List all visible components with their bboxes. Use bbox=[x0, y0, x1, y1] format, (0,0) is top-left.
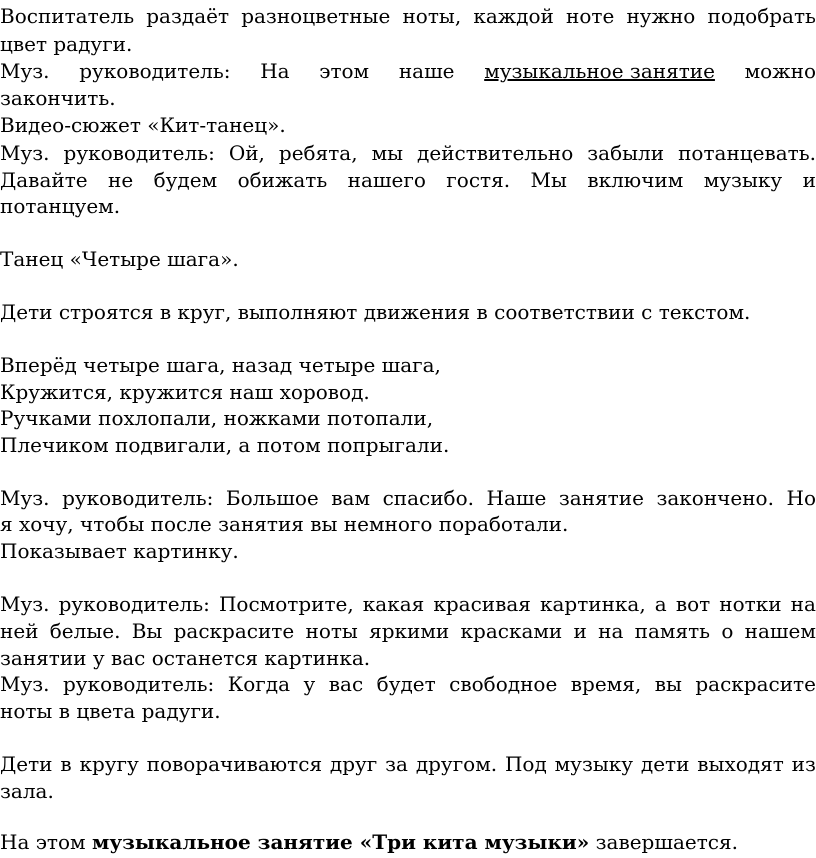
word: Муз. bbox=[0, 486, 50, 510]
word: в bbox=[60, 752, 72, 776]
paragraph-p10-line2: ноты в цвета радуги. bbox=[0, 699, 221, 723]
word: спасибо. bbox=[382, 486, 474, 510]
word: у bbox=[303, 672, 316, 696]
word: вас bbox=[328, 672, 364, 696]
poem-line-4: Плечиком подвигали, а потом попрыгали. bbox=[0, 433, 450, 457]
word: картинка, bbox=[539, 592, 646, 616]
word: поворачиваются bbox=[146, 752, 323, 776]
word: вы bbox=[654, 672, 682, 696]
word: руководитель: bbox=[63, 672, 215, 696]
paragraph-p3: Видео-сюжет «Кит-танец». bbox=[0, 113, 286, 137]
paragraph-p4-line1 bbox=[0, 139, 816, 167]
speaker-label: Муз. bbox=[0, 59, 50, 83]
paragraph-p2-line1 bbox=[0, 57, 816, 85]
paragraph-p9-line1 bbox=[0, 590, 816, 618]
word: разноцветные bbox=[241, 4, 391, 28]
word: гостя. bbox=[446, 168, 511, 192]
word: Но bbox=[786, 486, 816, 510]
word: о bbox=[721, 619, 734, 643]
word: Посмотрите, bbox=[218, 592, 354, 616]
word: красивая bbox=[433, 592, 531, 616]
paragraph-p11-line1 bbox=[0, 750, 816, 778]
word: На bbox=[260, 59, 290, 83]
word: каждой bbox=[473, 4, 554, 28]
word: ноте bbox=[566, 4, 615, 28]
word: Ой, bbox=[228, 141, 265, 165]
word: какая bbox=[362, 592, 425, 616]
word: забыли bbox=[587, 141, 665, 165]
word: вам bbox=[331, 486, 371, 510]
word: мы bbox=[371, 141, 404, 165]
word: этом bbox=[319, 59, 370, 83]
word: белые. bbox=[49, 619, 121, 643]
word: музыку bbox=[703, 168, 783, 192]
word: друг bbox=[329, 752, 378, 776]
word: вот bbox=[675, 592, 711, 616]
word: Муз. bbox=[0, 141, 50, 165]
word: за bbox=[385, 752, 408, 776]
word: дети bbox=[640, 752, 690, 776]
word: свободное bbox=[449, 672, 558, 696]
word: и bbox=[802, 168, 816, 192]
word: яркими bbox=[369, 619, 450, 643]
word: будем bbox=[153, 168, 218, 192]
word: раскрасите bbox=[173, 619, 295, 643]
paragraph-p11-line2: зала. bbox=[0, 779, 54, 803]
paragraph-p8: Показывает картинку. bbox=[0, 539, 239, 563]
word: Дети bbox=[0, 752, 53, 776]
word: включим bbox=[587, 168, 684, 192]
word: ней bbox=[0, 619, 39, 643]
poem-line-2: Кружится, кружится наш хоровод. bbox=[0, 380, 370, 404]
word: Воспитатель bbox=[0, 4, 135, 28]
word: другом. bbox=[415, 752, 498, 776]
word: обижать bbox=[237, 168, 328, 192]
paragraph-p7-line1 bbox=[0, 484, 816, 512]
paragraph-p5: Танец «Четыре шага». bbox=[0, 247, 239, 271]
poem-line-1: Вперёд четыре шага, назад четыре шага, bbox=[0, 353, 441, 377]
word: Давайте bbox=[0, 168, 88, 192]
word: на bbox=[598, 619, 624, 643]
paragraph-p1-line2: цвет радуги. bbox=[0, 32, 133, 56]
word: руководитель: bbox=[62, 486, 214, 510]
paragraph-p1-line1 bbox=[0, 2, 816, 30]
word: а bbox=[654, 592, 667, 616]
word: Муз. bbox=[0, 672, 50, 696]
word: ноты bbox=[305, 619, 358, 643]
word: ноты, bbox=[402, 4, 462, 28]
paragraph-p7-line2: я хочу, чтобы после занятия вы немного поработали. bbox=[0, 512, 569, 536]
word: наше bbox=[398, 59, 455, 83]
word: раздаёт bbox=[146, 4, 230, 28]
word: ребята, bbox=[278, 141, 358, 165]
paragraph-p4-line3: потанцуем. bbox=[0, 194, 121, 218]
word: время, bbox=[570, 672, 642, 696]
word: будет bbox=[376, 672, 436, 696]
paragraph-p4-line2 bbox=[0, 166, 816, 194]
closing-text-pre: На этом bbox=[0, 830, 92, 854]
word: на bbox=[790, 592, 816, 616]
word: музыку bbox=[554, 752, 634, 776]
word: можно bbox=[744, 59, 816, 83]
poem-line-3: Ручками похлопали, ножками потопали, bbox=[0, 406, 434, 430]
word: руководитель: bbox=[63, 141, 215, 165]
word: Наше bbox=[486, 486, 547, 510]
word: Вы bbox=[131, 619, 163, 643]
word: потанцевать. bbox=[678, 141, 816, 165]
word: и bbox=[573, 619, 587, 643]
word: красками bbox=[460, 619, 563, 643]
word: не bbox=[108, 168, 134, 192]
paragraph-p6: Дети строятся в круг, выполняют движения в соответствии с текстом. bbox=[0, 300, 751, 324]
speaker-role: руководитель: bbox=[79, 59, 231, 83]
word: кругу bbox=[79, 752, 139, 776]
word: нотки bbox=[719, 592, 782, 616]
word: Под bbox=[504, 752, 547, 776]
word: руководитель: bbox=[58, 592, 210, 616]
word: раскрасите bbox=[695, 672, 816, 696]
music-lesson-link[interactable]: музыкальное занятие bbox=[484, 59, 715, 83]
word: нужно bbox=[626, 4, 696, 28]
word: закончено. bbox=[656, 486, 774, 510]
word: подобрать bbox=[707, 4, 816, 28]
word: Большое bbox=[225, 486, 319, 510]
paragraph-p9-line2 bbox=[0, 617, 816, 645]
closing-text-post: завершается. bbox=[589, 830, 738, 854]
paragraph-p9-line3: занятии у вас останется картинка. bbox=[0, 646, 371, 670]
paragraph-p10-line1 bbox=[0, 670, 816, 698]
word: из bbox=[791, 752, 816, 776]
word: нашего bbox=[347, 168, 426, 192]
word: память bbox=[634, 619, 711, 643]
word: нашем bbox=[744, 619, 816, 643]
word: Муз. bbox=[0, 592, 50, 616]
word: занятие bbox=[558, 486, 644, 510]
word: Когда bbox=[227, 672, 291, 696]
paragraph-p2-line2: закончить. bbox=[0, 86, 116, 110]
paragraph-p12 bbox=[0, 828, 816, 856]
word: выходят bbox=[697, 752, 784, 776]
closing-text-bold: музыкальное занятие «Три кита музыки» bbox=[91, 830, 590, 854]
word: действительно bbox=[417, 141, 574, 165]
word: Мы bbox=[530, 168, 567, 192]
